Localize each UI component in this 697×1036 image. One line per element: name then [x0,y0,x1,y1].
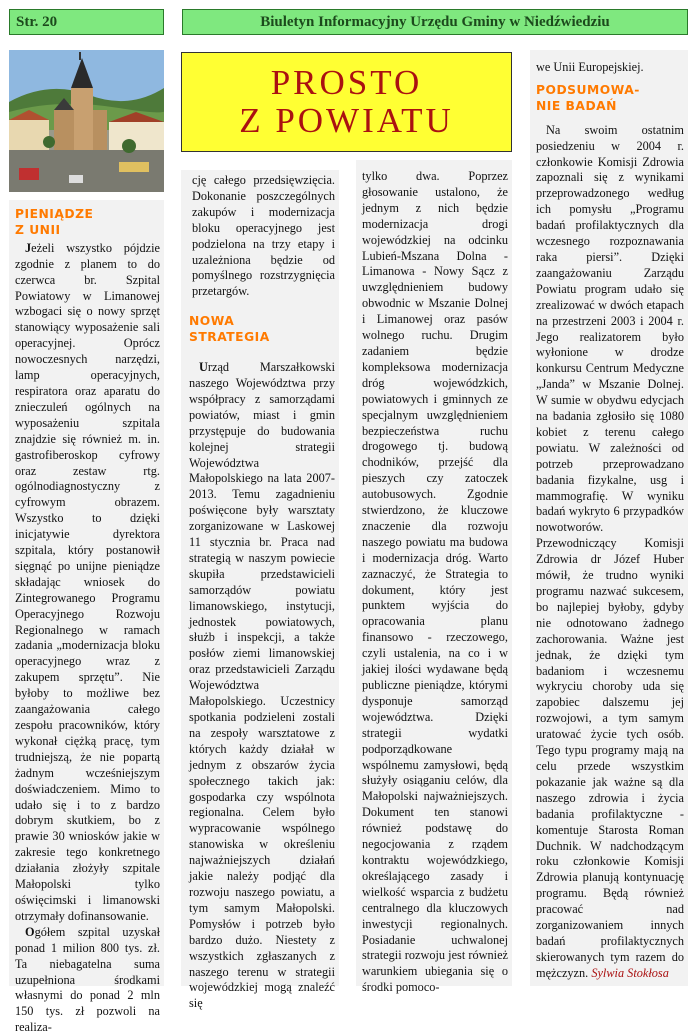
heading-pieniadze-2: Z UNII [15,222,61,237]
article-paragraph: Jeżeli wszystko pójdzie zgodnie z planem to do czerwca br. Szpital Powiatowy w Limanowej wzbogaci się o nowy sprzęt stanowiący wyposażenie sali operacyjnej. Oprócz nowoczesnych narzędzi, lamp operacyjnych, respiratora oraz aparatu do znieczuleń ogólnych na wyposażeniu szpitala znajdzie się również m. in. gastrofiberoskop cyfrowy oraz zestaw rtg. ogólnodiagnostyczny z cyfrowym obrazem. Wszystko to dzięki inicjatywie dyrektora szpitala, który postanowił sięgnąć po unijne pieniądze składając wniosek do Zintegrowanego Programu Operacyjnego Rozwoju Regionalnego w ramach zadania „modernizacja bloku operacyjnego wraz z zakupem sprzętu”. Nie byłoby to możliwe bez zaangażowania całego zespołu pracowników, który wykonał ciężką pracę, tym trudniejszą, że nie popartą żadnym wcześniejszym doświadczeniem. Mimo to udało się i to z bardzo dobrym skutkiem, bo z prawie 30 wniosków jakie w zakresie tego konkretnego działania złożyły szpitale Małopolski tylko oświęcimski i limanowski otrzymały dofinansowanie. [15,240,160,923]
heading-podsumowanie-1: PODSUMOWA- [536,82,640,97]
author-signature: Sylwia Stokłosa [591,965,669,980]
heading-pieniadze-1: PIENIĄDZE [15,207,94,221]
article-paragraph: Ogółem szpital uzyskał ponad 1 milion 800 tys. zł. Ta niebagatelna suma uzupełniona środkami własnymi do ponad 2 mln 150 tys. zł pozwoli na realiza- [15,924,160,1035]
page-number: Str. 20 [9,9,164,35]
article-paragraph: tylko dwa. Poprzez głosowanie ustalono, że jednym z nich będzie modernizacja drogi wojewódzkiej na odcinku Lubień-Mszana Dolna - Limanowa - Nowy Sącz z uwzględnieniem budowy obwodnic w Mszanie Dolnej i Limanowej oraz pasów wolnego ruchu. Drugim zadaniem będzie kompleksowa modernizacja dróg wojewódzkich, powiatowych i gminnych ze specjalnym uwzględnieniem bezpieczeństwa ruchu drogowego tj. budową chodników, przejść dla pieszych czy zatoczek autobusowych. Zgodnie stwierdzono, że kluczowe znaczenie dla rozwoju naszego powiatu ma budowa i modernizacja dróg. Warto zaznaczyć, że Strategia to dokument, który jest punktem wyjścia do opracowania planu finansowo - rzeczowego, czyli ustalenia, na co i w jakiej ilości wydawane będą publiczne pieniądze, którymi dysponuje samorząd województwa. Dzięki strategii wydatki podporządkowane wspólnemu zamysłowi, będą służyły osiąganiu celów, dla Małopolski najważniejszych. Dokument ten stanowi również podstawę do negocjowania z rządem kontraktu wojewódzkiego, określającego zasady i wielkość wsparcia z budżetu centralnego dla kluczowych inwestycji regionalnych. Posiadanie uchwalonej strategii rozwoju jest również warunkiem ubiegania się o środki pomoco- [362,169,508,995]
column-4 [530,50,688,986]
section-title [181,52,512,152]
article-paragraph: cję całego przedsięwzięcia. Dokonanie poszczególnych zakupów i modernizacja bloku operacyjnego jest podzielona na trzy etapy i uzależniona będzie od pomyślnego rozstrzygnięcia przetargów. [192,173,335,299]
heading-strategia-2: STRATEGIA [189,330,270,345]
article-paragraph: Na swoim ostatnim posiedzeniu w 2004 r. członkowie Komisji Zdrowia zapoznali się z wynikami przeprowadzonego według ich pomysłu „Programu badań profilaktycznych dla wczesnego rozpoznawania raka piersi”. Dzięki zaangażowaniu Zarządu Powiatu program udało się zrealizować w dwóch etapach na przestrzeni 2003 i 2004 r. Jego realizatorem było wyłonione w drodze konkursu Centrum Medyczne „Janda” w Mszanie Dolnej. W sumie w obydwu edycjach na badania zgłosiło się 1080 kobiet z terenu całego powiatu. W zależności od potrzeb przeprowadzano badania fizykalne, usg i mammografię. W wyniku badań wykryto 6 przypadków nowotworów. Przewodniczący Komisji Zdrowia dr Józef Huber mówił, że trudno wyniki programu nazwać sukcesem, bo najlepiej byłoby, gdyby nie odnotowano żadnego zachorowania. Ważne jest jednak, że dzięki tym badaniom i wczesnemu wykryciu choroby uda się zapobiec dalszemu jej rozwojowi, a tym samym uratować życie tych osób. Tego typu programy mają na celu przede wszystkim pokazanie jak ważne są dla naszego zdrowia i życia badania profilaktyczne - komentuje Starosta Roman Duchnik. W nadchodzącym roku członkowie Komisji Zdrowia planują kontynuację programu. Będą również pracować nad zorganizowaniem innych badań profilaktycznych skierowanych tym razem do mężczyzn. Sylwia Stokłosa [536,122,684,980]
drop-letter: U [199,360,208,375]
drop-letter: J [25,240,32,255]
heading-podsumowanie-2: NIE BADAŃ [536,98,617,113]
drop-letter: O [25,924,35,939]
heading-strategia-1: NOWA [189,314,235,329]
title-line-2: Z POWIATU [239,101,454,140]
column-1 [9,200,164,1035]
town-church-photo [9,50,164,192]
article-paragraph: Urząd Marszałkowski naszego Województwa przy współpracy z samorządami powiatów, miast i gmin przystępuje do budowania kolejnej strategii Województwa Małopolskiego na lata 2007-2013. Temu zagadnieniu poświęcone były warsztaty zorganizowane w Laskowej 11 stycznia br. Praca nad strategią w naszym powiecie skupiła przedstawicieli samorządów powiatu limanowskiego, instytucji, jednostek powiatowych, służb i inspekcji, a także posłów ziemi limanowskiej oraz przedstawicieli Zarządu Województwa Małopolskiego. Uczestnicy spotkania podzieleni zostali na zespoły warsztatowe z których każdy działał w jednym z obszarów życia społecznego takich jak: gospodarka czy wspólnota regionalna. Celem było wypracowanie wspólnego stanowiska w określeniu najważniejszych działań jakie należy podjąć dla rozwoju naszego powiatu, a tym samym Małopolski. Pomysłów i potrzeb było bardzo dużo. Niestety z wszystkich zgłaszanych z naszego terenu w strategii wojewódzkiej mogą znaleźć się [189,360,335,1011]
article-paragraph: we Unii Europejskiej. [536,60,644,74]
column-2 [181,170,339,1011]
bulletin-title: Biuletyn Informacyjny Urzędu Gminy w Niedźwiedziu [182,9,688,35]
column-3 [356,160,512,995]
title-line-1: PROSTO [270,63,423,102]
